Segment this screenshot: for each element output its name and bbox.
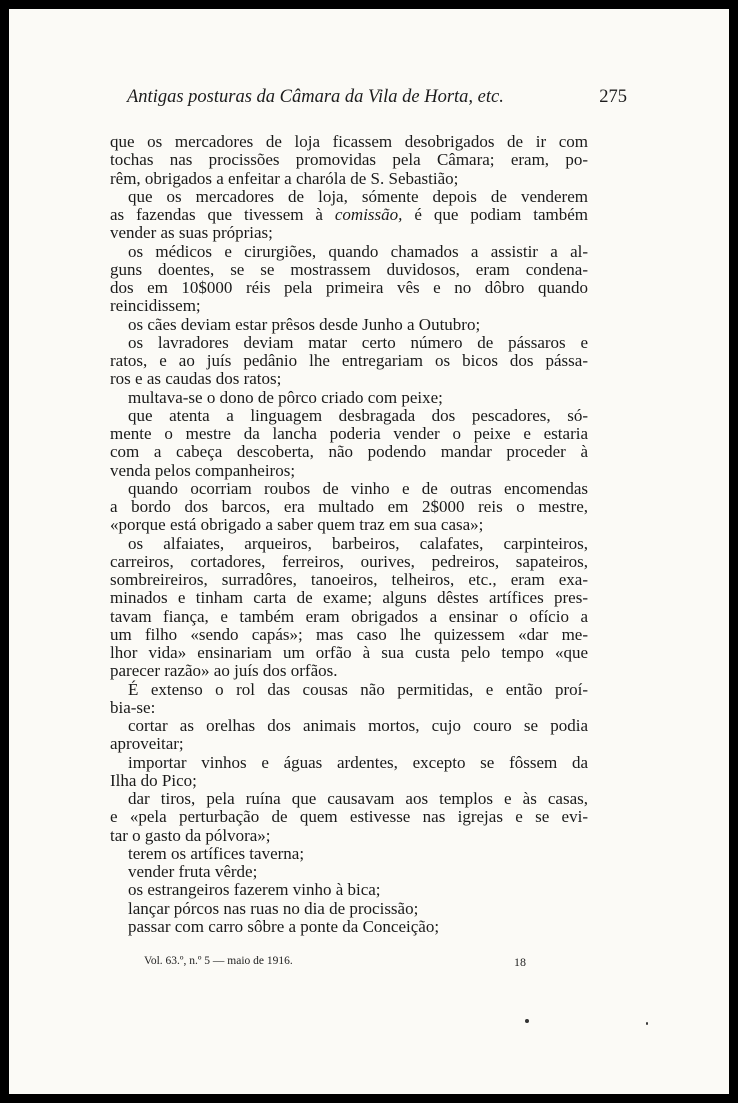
text-line: tar o gasto da pólvora»; [110,825,271,845]
print-speck [646,1022,648,1025]
text-line: dar tiros, pela ruína que causavam aos templos e às casas, [128,789,588,808]
text-line: os estrangeiros fazerem vinho à bica; [128,880,381,900]
text-line: a bordo dos barcos, era multado em 2$000 reis o mestre, [110,497,588,516]
text-line: parecer razão» ao juís dos orfãos. [110,661,338,681]
footer [144,955,526,967]
text-line: que os mercadores de loja, sómente depois de venderem [128,186,588,206]
text-line: guns doentes, se se mostrassem duvidosos, eram condena- [110,259,588,279]
text-line: vender as suas próprias; [110,223,273,243]
text-line: rêm, obrigados a enfeitar a charóla de S. Sebastião; [110,168,459,188]
page-number: 275 [599,87,627,107]
text-line: lançar pórcos nas ruas no dia de procissão; [128,898,419,918]
running-head [127,87,627,108]
text-line: que atenta a linguagem desbragada dos pescadores, só- [128,405,588,425]
text-line: importar vinhos e águas ardentes, excepto se fôssem da [128,752,588,772]
text-line: os cães deviam estar prêsos desde Junho a Outubro; [128,314,481,334]
text-line: aproveitar; [110,734,184,754]
text-line: e «pela perturbação de quem estivesse nas igrejas e se evi- [110,807,588,827]
text-line: «porque está obrigado a saber quem traz em sua casa»; [110,515,484,535]
text-line: sombreireiros, surradôres, tanoeiros, telheiros, etc., eram exa- [110,570,588,589]
document-page [9,9,729,1094]
text-line: ros e as caudas dos ratos; [110,369,282,389]
body-text [110,133,588,936]
text-line: multava-se o dono de pôrco criado com peixe; [128,387,443,407]
running-head-title: Antigas posturas da Câmara da Vila de Horta, etc. [127,87,504,107]
text-line: Ilha do Pico; [110,770,197,790]
text-line: que os mercadores de loja ficassem desobrigados de ir com [110,132,588,151]
text-line: passar com carro sôbre a ponte da Conceição; [128,916,440,936]
text-line: os lavradores deviam matar certo número de pássaros e [128,332,588,352]
text-line: mente o mestre da lancha poderia vender o peixe e estaria [110,424,588,443]
text-line: vender fruta vêrde; [128,862,258,881]
text-line: tochas nas procissões promovidas pela Câmara; eram, po- [110,150,588,170]
text-line: os médicos e cirurgiões, quando chamados a assistir a al- [128,241,588,261]
text-line: com a cabeça descoberta, não podendo mandar proceder à [110,442,588,462]
text-line: tavam fiança, e também eram obrigados a ensinar o ofício a [110,606,588,626]
footer-signature-mark: 18 [514,955,526,969]
text-line: terem os artífices taverna; [128,843,305,863]
text-line: carreiros, cortadores, ferreiros, ourives, pedreiros, sapateiros, [110,551,588,571]
footer-volume-info: Vol. 63.º, n.º 5 — maio de 1916. [144,955,293,967]
text-line: um filho «sendo capás»; mas caso lhe quizessem «dar me- [110,624,588,644]
text-line: dos em 10$000 réis pela primeira vês e no dôbro quando [110,278,588,297]
text-line: minados e tinham carta de exame; alguns dêstes artífices pres- [110,588,588,608]
text-line: reincidissem; [110,296,201,316]
text-line: lhor vida» ensinariam um orfão à sua custa pelo tempo «que [110,643,588,662]
text-line: quando ocorriam roubos de vinho e de outras encomendas [128,478,588,498]
print-speck [525,1019,529,1023]
text-line: bia-se: [110,697,156,717]
text-line: ratos, e ao juís pedânio lhe entregariam os bicos dos pássa- [110,351,588,370]
text-line: os alfaiates, arqueiros, barbeiros, calafates, carpinteiros, [128,533,588,553]
text-line: venda pelos companheiros; [110,460,296,480]
text-line: É extenso o rol das cousas não permitidas, e então proí- [128,679,588,699]
text-line: as fazendas que tivessem à comissão, é que podiam também [110,205,589,224]
text-line: cortar as orelhas dos animais mortos, cujo couro se podia [128,716,588,735]
